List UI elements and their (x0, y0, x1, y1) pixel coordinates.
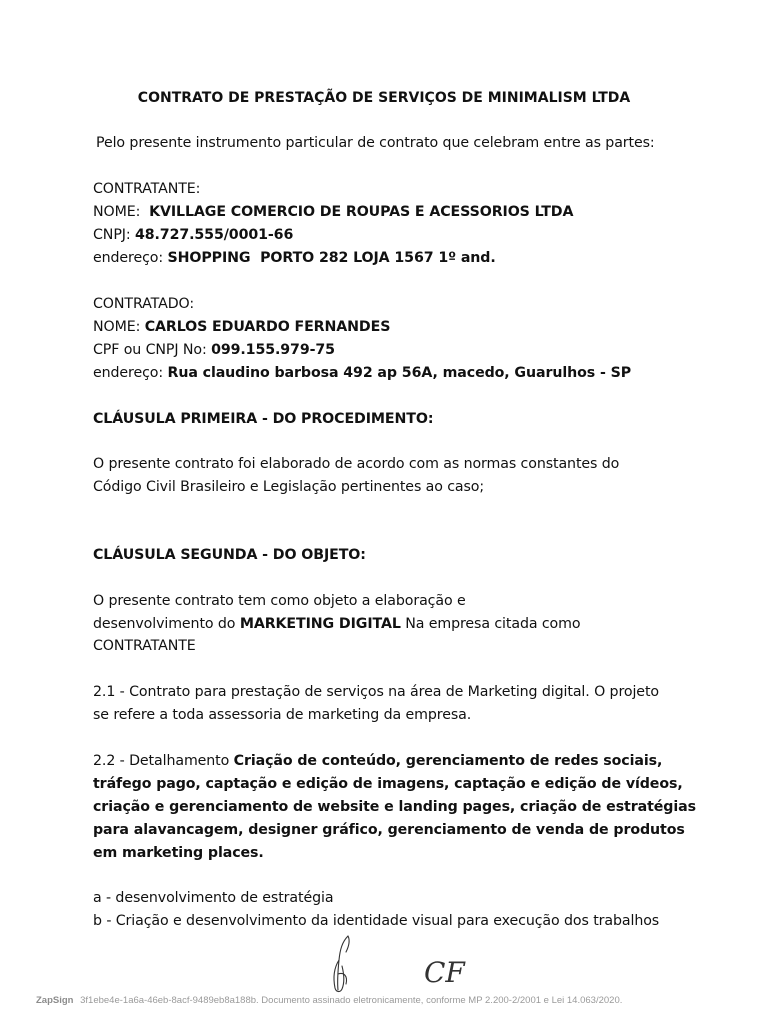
contratado-nome (93, 317, 390, 337)
clausula-primeira-line-2: Código Civil Brasileiro e Legislação pertinentes ao caso; (93, 479, 485, 495)
svg-text:CF: CF (424, 956, 465, 989)
contratado-cpf (93, 340, 335, 360)
item-2-2-line-5: em marketing places. (93, 845, 264, 861)
signature-initials (422, 952, 466, 992)
contratante-endereco (93, 248, 496, 268)
clausula-segunda-heading: CLÁUSULA SEGUNDA - DO OBJETO: (93, 547, 366, 563)
clausula-segunda-line-3: CONTRATANTE (93, 638, 196, 654)
contratado-nome-label: NOME: (93, 319, 141, 335)
zapsign-footer (36, 995, 622, 1006)
clausula-primeira-heading: CLÁUSULA PRIMEIRA - DO PROCEDIMENTO: (93, 411, 434, 427)
contratado-cpf-value: 099.155.979-75 (211, 342, 335, 358)
item-2-2-line-2: tráfego pago, captação e edição de imagens, captação e edição de vídeos, (93, 776, 683, 792)
contratado-endereco-value: Rua claudino barbosa 492 ap 56A, macedo, Guarulhos - SP (167, 365, 631, 381)
contratante-cnpj-label: CNPJ: (93, 227, 131, 243)
contratado-heading: CONTRATADO: (93, 296, 195, 312)
list-item-b: b - Criação e desenvolvimento da identidade visual para execução dos trabalhos (93, 913, 660, 929)
item-2-2-line-1-bold: Criação de conteúdo, gerenciamento de redes sociais, (233, 753, 663, 769)
item-2-1-line-1: 2.1 - Contrato para prestação de serviços na área de Marketing digital. O projeto (93, 684, 659, 700)
clausula-primeira-line-1: O presente contrato foi elaborado de acordo com as normas constantes do (93, 456, 620, 472)
item-2-2-line-1 (93, 751, 662, 771)
contratado-nome-value: CARLOS EDUARDO FERNANDES (144, 319, 391, 335)
footer-text: 3f1ebe4e-1a6a-46eb-8acf-9489eb8a188b. Documento assinado eletronicamente, conforme MP 2.200-2/2001 e Lei 14.063/2020. (80, 995, 623, 1006)
contratado-cpf-label: CPF ou CNPJ No: (93, 342, 207, 358)
contratante-cnpj-value: 48.727.555/0001-66 (134, 227, 294, 243)
item-2-1-line-2: se refere a toda assessoria de marketing da empresa. (93, 707, 472, 723)
marketing-digital-text: MARKETING DIGITAL (239, 616, 401, 632)
contratante-nome-label: NOME: (93, 204, 141, 220)
item-2-2-line-3: criação e gerenciamento de website e landing pages, criação de estratégias (93, 799, 696, 815)
clausula-segunda-line-2 (93, 614, 580, 634)
zapsign-brand: ZapSign (36, 995, 74, 1006)
clausula-segunda-line-2-pre: desenvolvimento do (93, 616, 236, 632)
contratante-cnpj (93, 225, 293, 245)
contratante-endereco-value: SHOPPING PORTO 282 LOJA 1567 1º and. (167, 250, 496, 266)
clausula-segunda-line-2-post: Na empresa citada como (405, 616, 581, 632)
contratado-endereco-label: endereço: (93, 365, 164, 381)
contratante-nome (93, 202, 573, 222)
contratante-heading: CONTRATANTE: (93, 181, 201, 197)
contratante-endereco-label: endereço: (93, 250, 164, 266)
clausula-segunda-line-1: O presente contrato tem como objeto a elaboração e (93, 593, 466, 609)
item-2-2-line-4: para alavancagem, designer gráfico, gerenciamento de venda de produtos (93, 822, 685, 838)
document-title: CONTRATO DE PRESTAÇÃO DE SERVIÇOS DE MINIMALISM LTDA (137, 90, 631, 106)
list-item-a: a - desenvolvimento de estratégia (93, 890, 334, 906)
contratante-nome-value: KVILLAGE COMERCIO DE ROUPAS E ACESSORIOS LTDA (149, 204, 574, 220)
signature-scribble (322, 934, 362, 996)
intro-text: Pelo presente instrumento particular de contrato que celebram entre as partes: (96, 135, 655, 151)
contratado-endereco (93, 363, 631, 383)
item-2-2-label: 2.2 - Detalhamento (93, 753, 230, 769)
